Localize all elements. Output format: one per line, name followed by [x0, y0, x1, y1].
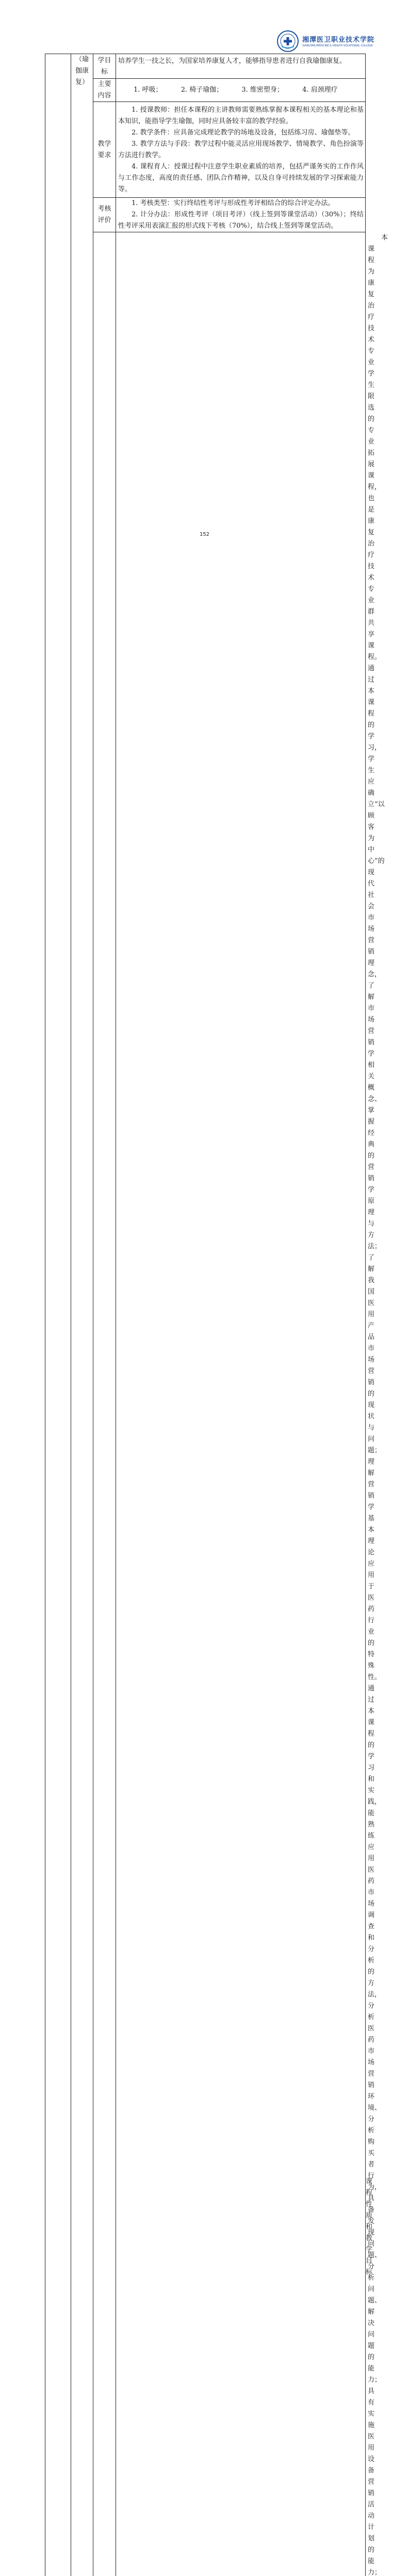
table-row: 课程 性质 和教 学目 标 本课程为康复治疗技术专业学生限选的专业拓展课程，也是康复治疗技术专业群共享课程。通过本课程的学习，学生应确立“以顾客为中心”的现代社会市场营销理念，了解市场营销学相关概念、掌握经典的营销学原理与方法；了解我国医用产品市场营销的现状与问题；理解营销学基本理论应用于医药行业的特殊性。通过本课程的学习和实践，能熟练应用医药市场调查和分析的方法，分析医药市场营销环境、分析购买者行为，具备发现问题、分析问题、解决问题的能力；具有实施医用设备营销活动计划的能力；: [45, 232, 366, 2576]
row-label: 考核 评价: [93, 198, 116, 232]
school-seal-icon: [276, 30, 299, 53]
table-row: [45, 198, 366, 232]
row-label: 教学 要求: [93, 102, 116, 198]
table-row: [45, 102, 366, 198]
paragraph: 2. 计分办法：形成性考评（项目考评）（线上签到等课堂活动）（30%）；终结性考评采用表演汇报的形式线下考核（70%），结合线上签到等课堂活动。: [118, 209, 364, 232]
course-table: [45, 54, 366, 2576]
school-name-en: XIANGTAN MEDICINE & HEALTH VOCATIONAL COLLEGE: [302, 44, 373, 47]
row-label: 主要 内容: [93, 79, 116, 102]
course-number-cell: [93, 232, 116, 2576]
page-number: 152: [0, 532, 409, 537]
list-item: 4. 肩颈理疗: [302, 86, 338, 94]
course-name-line: （瑜: [71, 54, 93, 65]
row-content: [116, 198, 366, 232]
paragraph: 1. 授课教师：担任本课程的主讲教师需要熟练掌握本课程相关的基本理论和基本知识，能指导学生瑜伽，同时应具备较丰富的教学经验。: [118, 105, 364, 127]
list-item: 3. 维密塑身；: [241, 86, 284, 94]
paragraph: 4. 课程育人：授课过程中注意学生职业素质的培养，包括严谨务实的工作作风与工作态度，高度的责任感、团队合作精神，以及自身可持续发展的学习探索能力等。: [118, 161, 364, 195]
paragraph: 3. 教学方法与手段：教学过程中能灵活应用现场教学、情境教学、角色扮演等方法进行教学。: [118, 139, 364, 161]
table-row: [45, 54, 366, 79]
paragraph: 2. 教学条件：应具备完成理论教学的场地及设备，包括练习房、瑜伽垫等。: [118, 127, 364, 139]
course-name-line: 复）: [71, 77, 93, 88]
row-content: [116, 54, 366, 79]
list-item: 2. 椅子瑜伽；: [181, 86, 223, 94]
row-content: [116, 79, 366, 102]
school-name-cn: 湘潭医卫职业技术学院: [302, 34, 374, 44]
list-item: 1. 呼吸；: [134, 86, 162, 94]
goal-text: 培养学生一技之长，为国家培养康复人才，能够指导患者进行自我瑜伽康复。: [118, 54, 364, 67]
table-row: [45, 79, 366, 102]
course-name-cell: [116, 232, 366, 2576]
course-number-cell: [45, 54, 71, 2576]
row-content: [116, 102, 366, 198]
paragraph: 1. 考核类型：实行终结性考评与形成性考评相结合的综合评定办法。: [118, 198, 364, 209]
course-name-line: 伽康: [71, 65, 93, 77]
school-logo: [276, 30, 364, 53]
row-label: 学目 标: [93, 54, 116, 79]
course-name-cell: [71, 54, 93, 2576]
